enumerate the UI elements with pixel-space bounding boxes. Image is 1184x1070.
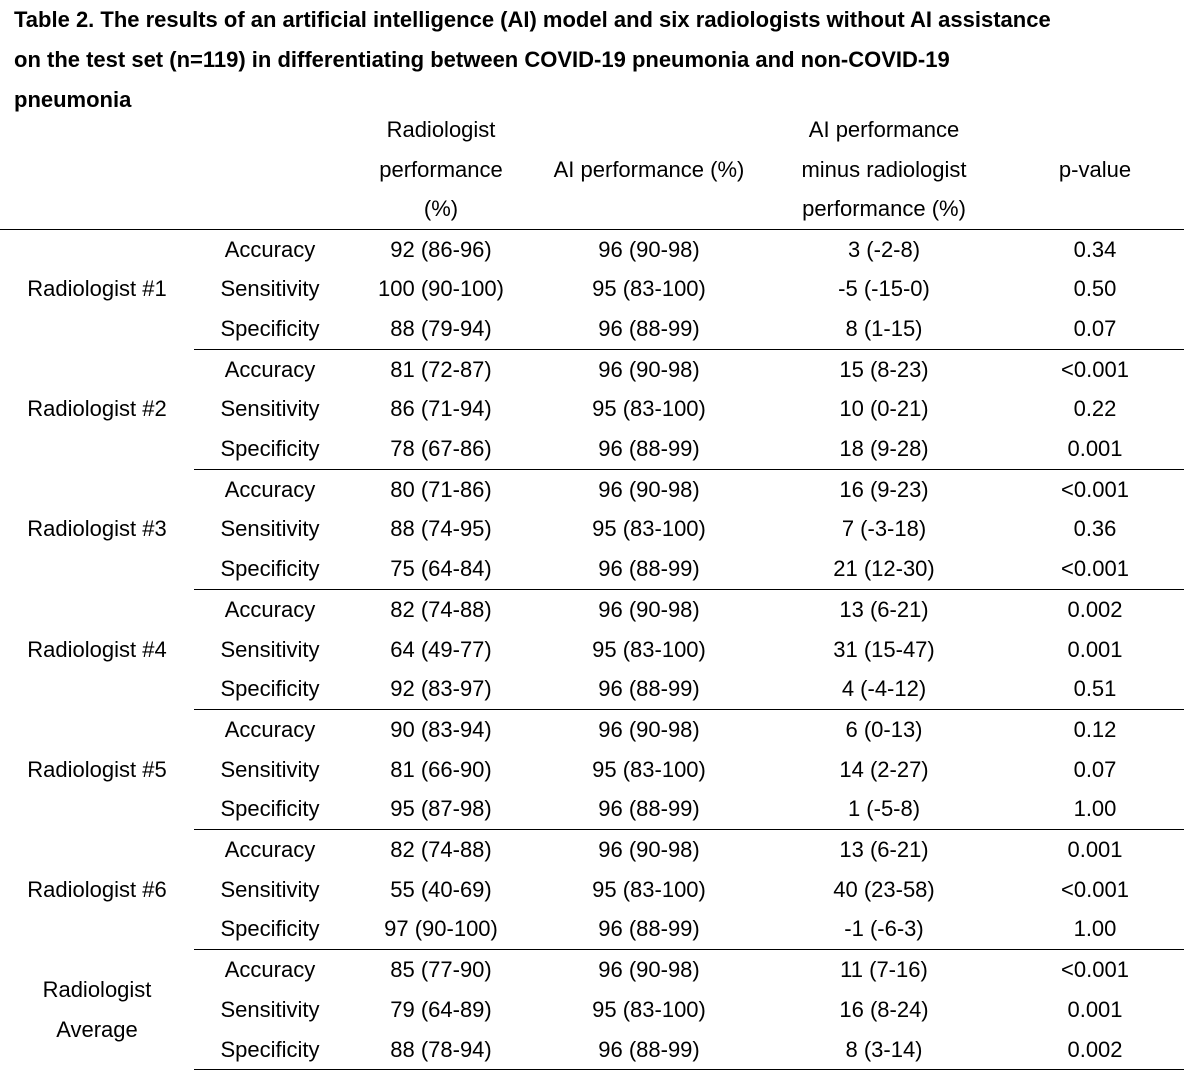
p-value-cell: <0.001 xyxy=(1061,876,1129,902)
p-value-cell: <0.001 xyxy=(1061,356,1129,382)
p-value-cell: 0.002 xyxy=(1067,596,1123,622)
p-value-cell: 0.001 xyxy=(1067,636,1123,662)
ai-performance-cell: 95 (83-100) xyxy=(592,996,706,1022)
ai-performance-cell: 95 (83-100) xyxy=(592,396,706,422)
difference-cell: 8 (1-15) xyxy=(762,309,1006,349)
p-value-cell: 0.12 xyxy=(1073,716,1117,742)
difference-cell: 13 (6-21) xyxy=(839,837,929,863)
ai-performance-cell: 95 (83-100) xyxy=(592,516,706,542)
ai-performance-cell: 96 (90-98) xyxy=(598,837,700,863)
metric-cell: Accuracy xyxy=(224,837,316,863)
ai-performance-cell: 96 (90-98) xyxy=(598,596,700,622)
ai-performance-cell: 96 (88-99) xyxy=(536,549,762,589)
radiologist-performance-cell: 97 (90-100) xyxy=(346,909,536,949)
metric-cell: Sensitivity xyxy=(220,876,320,902)
difference-cell: 15 (8-23) xyxy=(839,356,929,382)
table-caption xyxy=(14,0,1174,120)
caption-line: pneumonia xyxy=(14,87,132,112)
ai-performance-cell: 95 (83-100) xyxy=(592,276,706,302)
p-value-cell: 0.36 xyxy=(1073,516,1117,542)
group-label-line: Radiologist #5 xyxy=(27,756,167,782)
group-label xyxy=(0,830,194,950)
radiologist-performance-cell: 55 (40-69) xyxy=(390,876,492,902)
difference-cell: 6 (0-13) xyxy=(845,716,923,742)
p-value-cell: 0.001 xyxy=(1006,429,1184,469)
group-label xyxy=(0,349,194,469)
group-label xyxy=(0,709,194,829)
header-row xyxy=(0,110,1184,229)
ai-performance-cell: 95 (83-100) xyxy=(592,756,706,782)
group-label-line: Radiologist #4 xyxy=(27,636,167,662)
ai-performance-cell: 96 (90-98) xyxy=(598,476,700,502)
radiologist-performance-cell: 64 (49-77) xyxy=(390,636,492,662)
table-row xyxy=(0,349,1184,389)
metric-cell: Sensitivity xyxy=(220,996,320,1022)
p-value-cell: 0.001 xyxy=(1067,837,1123,863)
radiologist-performance-cell: 95 (87-98) xyxy=(346,789,536,829)
header-difference: AI performance minus radiologist performance (%) xyxy=(762,110,1006,229)
metric-cell: Accuracy xyxy=(224,236,316,262)
header-radiologist-performance: Radiologist performance (%) xyxy=(346,110,536,229)
p-value-cell: 1.00 xyxy=(1006,789,1184,829)
p-value-cell: <0.001 xyxy=(1006,549,1184,589)
table-row xyxy=(0,950,1184,990)
radiologist-performance-cell: 86 (71-94) xyxy=(390,396,492,422)
ai-performance-cell: 96 (88-99) xyxy=(536,789,762,829)
difference-cell: 21 (12-30) xyxy=(762,549,1006,589)
metric-cell: Sensitivity xyxy=(220,396,320,422)
difference-cell: 1 (-5-8) xyxy=(762,789,1006,829)
ai-performance-cell: 96 (90-98) xyxy=(598,236,700,262)
group-label-line: Radiologist #2 xyxy=(27,396,167,422)
header-p-value: p-value xyxy=(1006,110,1184,229)
radiologist-performance-cell: 88 (79-94) xyxy=(346,309,536,349)
p-value-cell: 1.00 xyxy=(1006,909,1184,949)
caption-line: Table 2. The results of an artificial intelligence (AI) model and six radiologists without AI assistance xyxy=(14,7,1051,32)
group-label xyxy=(0,229,194,349)
ai-performance-cell: 96 (88-99) xyxy=(536,1030,762,1070)
radiologist-performance-cell: 79 (64-89) xyxy=(390,996,492,1022)
radiologist-performance-cell: 85 (77-90) xyxy=(390,957,492,983)
radiologist-performance-cell: 88 (74-95) xyxy=(390,516,492,542)
difference-cell: 7 (-3-18) xyxy=(841,516,927,542)
table-row xyxy=(0,229,1184,269)
difference-cell: 40 (23-58) xyxy=(833,876,935,902)
group-label xyxy=(0,950,194,1070)
metric-cell: Sensitivity xyxy=(220,636,320,662)
metric-cell: Sensitivity xyxy=(220,276,320,302)
metric-cell: Specificity xyxy=(194,789,346,829)
group-label-line: Radiologist #1 xyxy=(27,276,167,302)
difference-cell: 8 (3-14) xyxy=(762,1030,1006,1070)
ai-performance-cell: 96 (90-98) xyxy=(598,716,700,742)
metric-cell: Specificity xyxy=(194,549,346,589)
p-value-cell: <0.001 xyxy=(1061,476,1129,502)
metric-cell: Specificity xyxy=(194,669,346,709)
radiologist-performance-cell: 75 (64-84) xyxy=(346,549,536,589)
p-value-cell: 0.07 xyxy=(1073,756,1117,782)
caption-line: on the test set (n=119) in differentiating between COVID-19 pneumonia and non-COVID-19 xyxy=(14,47,950,72)
difference-cell: 4 (-4-12) xyxy=(762,669,1006,709)
metric-cell: Specificity xyxy=(194,909,346,949)
ai-performance-cell: 95 (83-100) xyxy=(592,876,706,902)
table-body xyxy=(0,229,1184,1070)
table-row xyxy=(0,589,1184,629)
ai-performance-cell: 96 (88-99) xyxy=(536,429,762,469)
metric-cell: Accuracy xyxy=(224,476,316,502)
results-table xyxy=(0,110,1184,1070)
ai-performance-cell: 95 (83-100) xyxy=(592,636,706,662)
metric-cell: Accuracy xyxy=(224,596,316,622)
radiologist-performance-cell: 92 (83-97) xyxy=(346,669,536,709)
metric-cell: Sensitivity xyxy=(220,756,320,782)
group-label-line: Average xyxy=(56,1016,138,1042)
ai-performance-cell: 96 (88-99) xyxy=(536,669,762,709)
p-value-cell: 0.51 xyxy=(1006,669,1184,709)
p-value-cell: 0.34 xyxy=(1073,236,1117,262)
p-value-cell: 0.002 xyxy=(1006,1030,1184,1070)
header-ai-performance: AI performance (%) xyxy=(536,110,762,229)
group-label-line: Radiologist #6 xyxy=(27,876,167,902)
difference-cell: 31 (15-47) xyxy=(833,636,935,662)
radiologist-performance-cell: 81 (66-90) xyxy=(390,756,492,782)
metric-cell: Accuracy xyxy=(224,356,316,382)
p-value-cell: 0.001 xyxy=(1067,996,1123,1022)
table-row xyxy=(0,709,1184,749)
table-row xyxy=(0,830,1184,870)
group-label-line: Radiologist xyxy=(42,977,152,1002)
radiologist-performance-cell: 88 (78-94) xyxy=(346,1030,536,1070)
header-empty-group xyxy=(0,110,194,229)
difference-cell: 18 (9-28) xyxy=(762,429,1006,469)
group-label xyxy=(0,589,194,709)
radiologist-performance-cell: 100 (90-100) xyxy=(378,276,504,302)
radiologist-performance-cell: 78 (67-86) xyxy=(346,429,536,469)
group-label-line: Radiologist #3 xyxy=(27,516,167,542)
ai-performance-cell: 96 (88-99) xyxy=(536,909,762,949)
ai-performance-cell: 96 (90-98) xyxy=(598,957,700,983)
p-value-cell: <0.001 xyxy=(1061,957,1129,983)
radiologist-performance-cell: 90 (83-94) xyxy=(390,716,492,742)
radiologist-performance-cell: 81 (72-87) xyxy=(390,356,492,382)
radiologist-performance-cell: 80 (71-86) xyxy=(390,476,492,502)
difference-cell: 14 (2-27) xyxy=(839,756,929,782)
p-value-cell: 0.50 xyxy=(1073,276,1117,302)
p-value-cell: 0.07 xyxy=(1006,309,1184,349)
table-row xyxy=(0,469,1184,509)
metric-cell: Sensitivity xyxy=(220,516,320,542)
metric-cell: Specificity xyxy=(194,429,346,469)
metric-cell: Accuracy xyxy=(224,716,316,742)
difference-cell: 13 (6-21) xyxy=(839,596,929,622)
radiologist-performance-cell: 92 (86-96) xyxy=(390,236,492,262)
ai-performance-cell: 96 (90-98) xyxy=(598,356,700,382)
metric-cell: Specificity xyxy=(194,1030,346,1070)
difference-cell: 11 (7-16) xyxy=(840,957,928,983)
radiologist-performance-cell: 82 (74-88) xyxy=(390,837,492,863)
metric-cell: Specificity xyxy=(194,309,346,349)
difference-cell: 16 (9-23) xyxy=(839,476,929,502)
difference-cell: 3 (-2-8) xyxy=(847,236,921,262)
p-value-cell: 0.22 xyxy=(1073,396,1117,422)
difference-cell: 10 (0-21) xyxy=(839,396,929,422)
ai-performance-cell: 96 (88-99) xyxy=(536,309,762,349)
group-label xyxy=(0,469,194,589)
header-empty-metric xyxy=(194,110,346,229)
radiologist-performance-cell: 82 (74-88) xyxy=(390,596,492,622)
difference-cell: -5 (-15-0) xyxy=(838,276,930,302)
difference-cell: -1 (-6-3) xyxy=(762,909,1006,949)
metric-cell: Accuracy xyxy=(224,957,316,983)
difference-cell: 16 (8-24) xyxy=(839,996,929,1022)
